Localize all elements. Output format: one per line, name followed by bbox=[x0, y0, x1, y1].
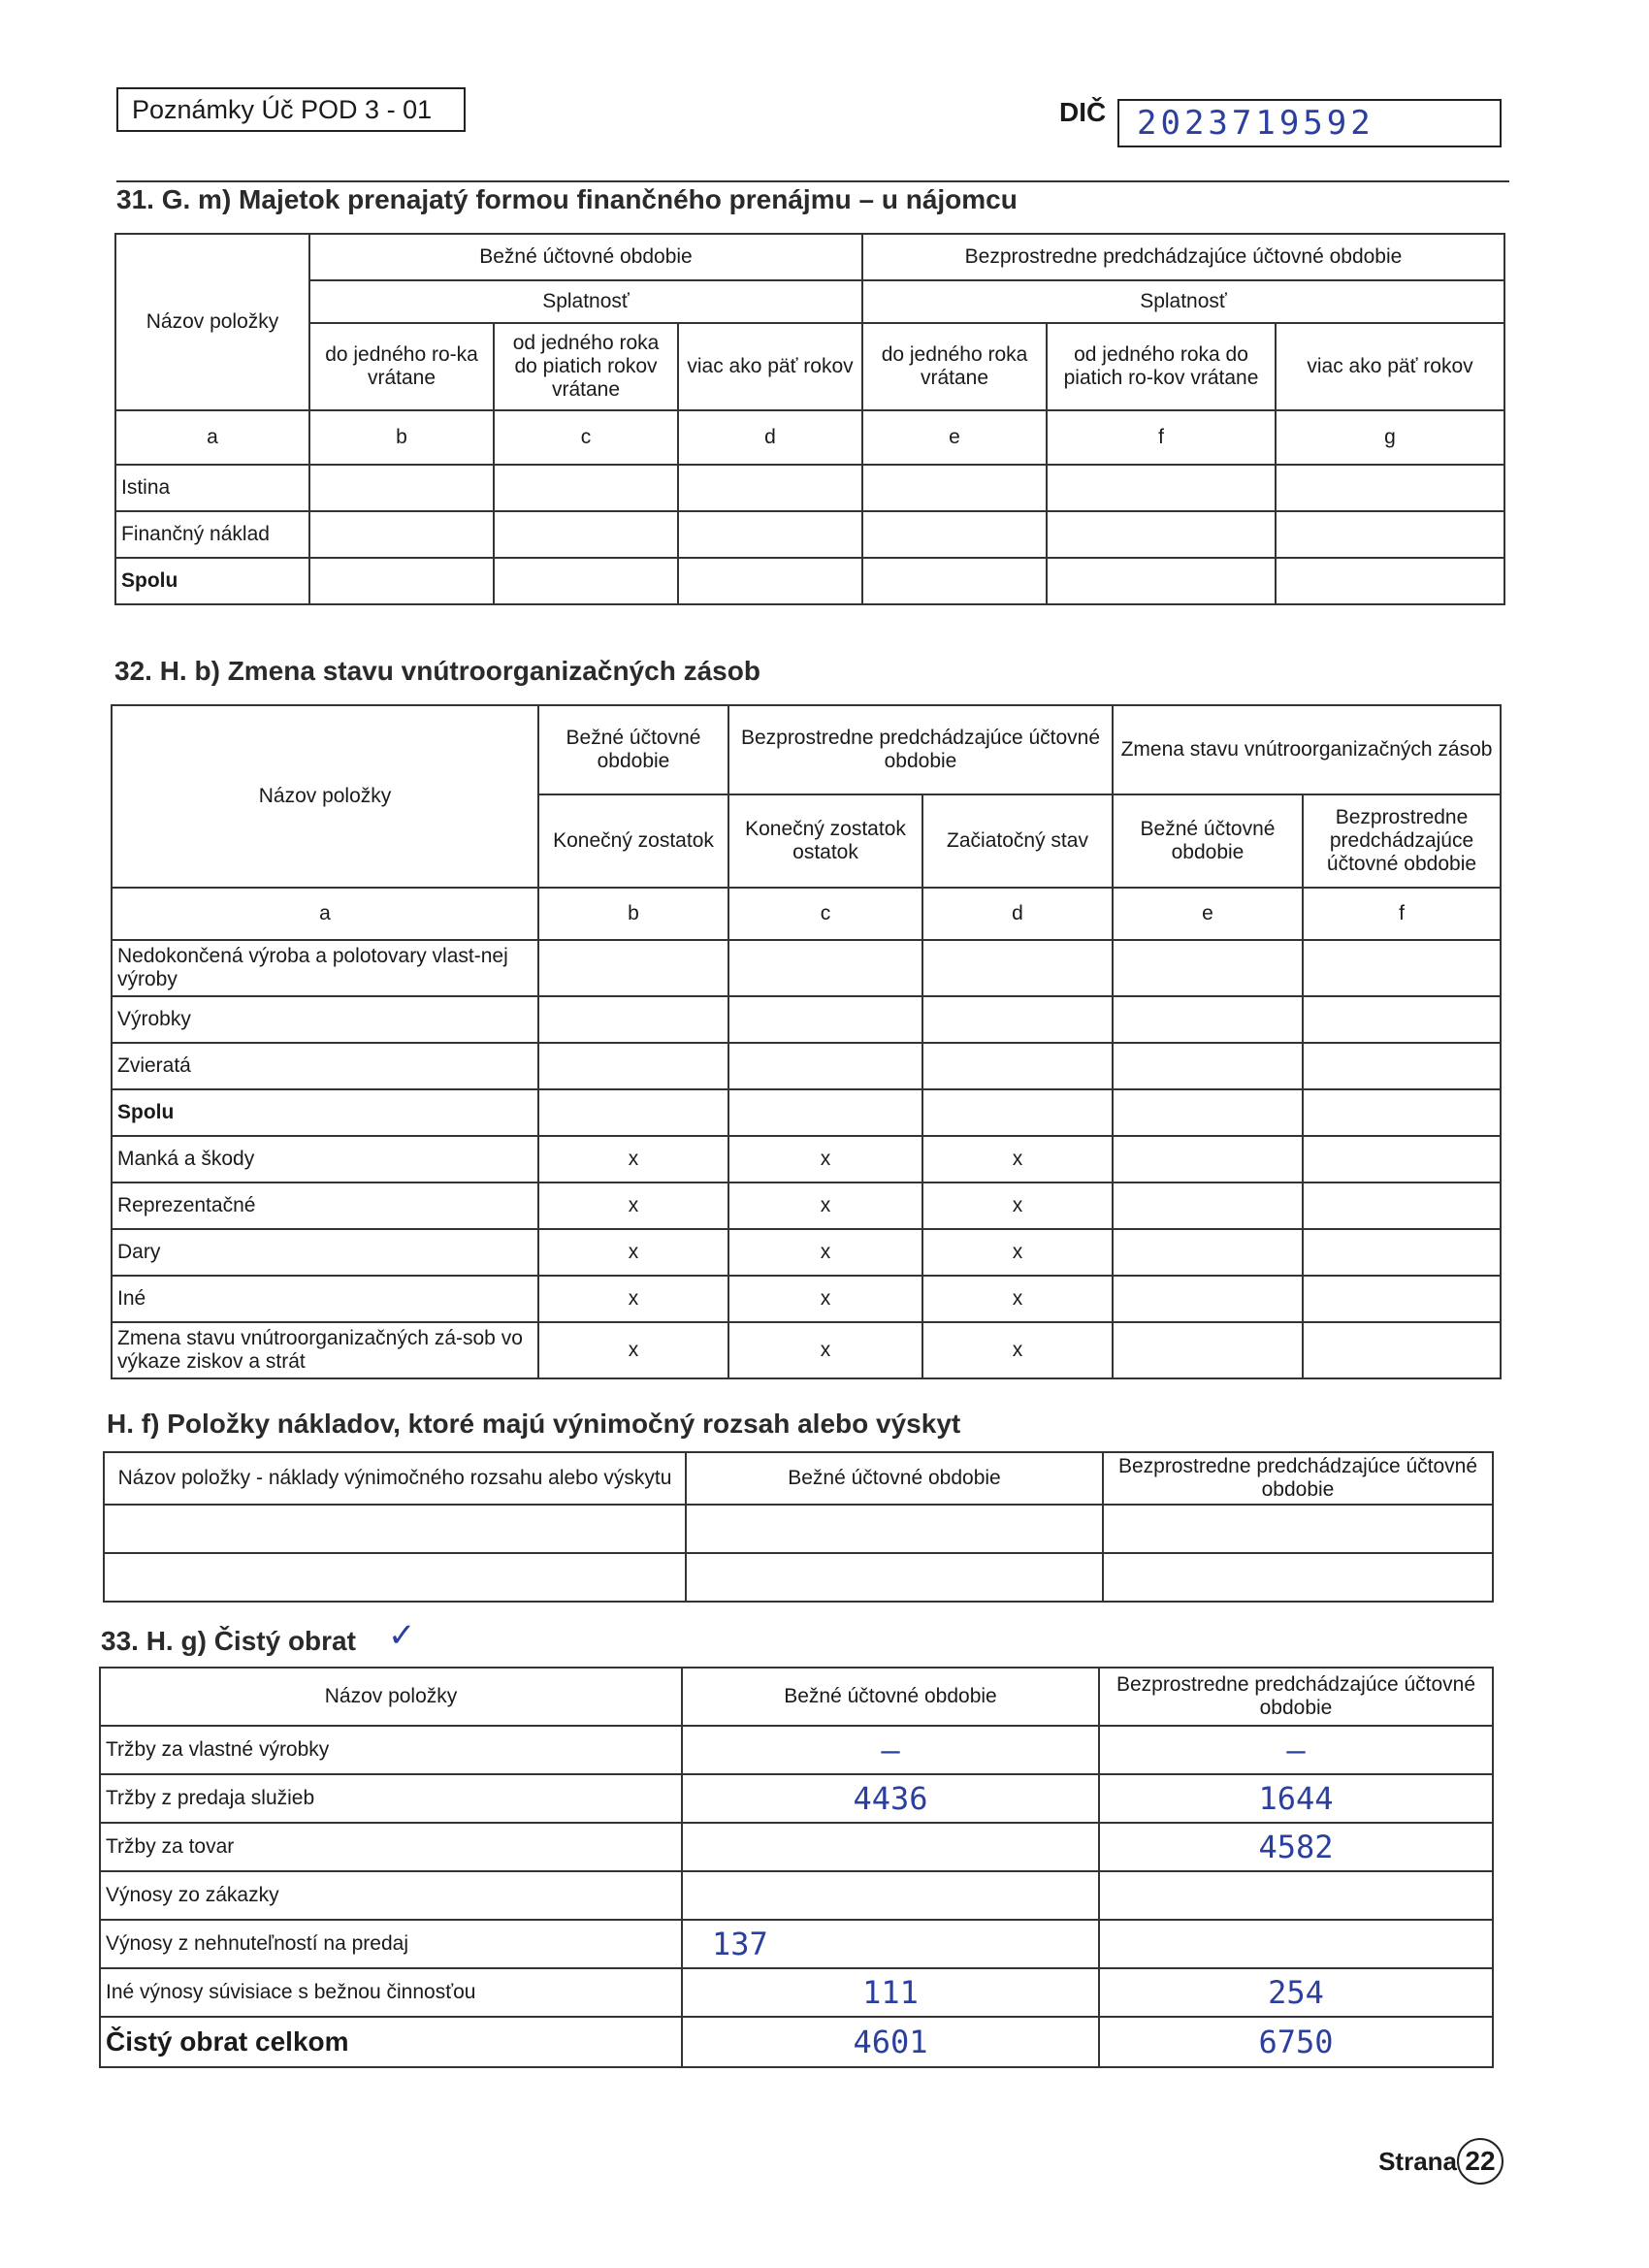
s32-row-label: Výrobky bbox=[112, 996, 538, 1043]
table-row bbox=[115, 558, 1504, 604]
s33-current: Bežné účtovné obdobie bbox=[682, 1668, 1099, 1726]
table-row bbox=[104, 1505, 1493, 1553]
s33-col-name: Názov položky bbox=[100, 1668, 682, 1726]
s33-value-current[interactable] bbox=[682, 1823, 1099, 1871]
cell[interactable] bbox=[538, 1089, 728, 1136]
form-code: Poznámky Úč POD 3 - 01 bbox=[132, 94, 433, 124]
cell[interactable] bbox=[538, 996, 728, 1043]
cell[interactable] bbox=[1303, 1136, 1501, 1183]
cell[interactable] bbox=[686, 1505, 1103, 1553]
dic-value: 2023719592 bbox=[1137, 104, 1374, 143]
s32-letter: a bbox=[112, 888, 538, 940]
cell[interactable] bbox=[1113, 1043, 1303, 1089]
s32-letter: b bbox=[538, 888, 728, 940]
cell[interactable] bbox=[309, 558, 494, 604]
s31-row-label: Finančný náklad bbox=[115, 511, 309, 558]
table-row bbox=[112, 1043, 1501, 1089]
s32-letter: f bbox=[1303, 888, 1501, 940]
cell[interactable] bbox=[1047, 511, 1276, 558]
table-row-total bbox=[100, 2017, 1493, 2067]
s32-closing-current: Konečný zostatok bbox=[538, 794, 728, 888]
s33-previous: Bezprostredne predchádzajúce účtovné obdobie bbox=[1099, 1668, 1493, 1726]
s31-subcol: od jedného roka do piatich rokov vrátane bbox=[494, 323, 678, 410]
s32-change: Zmena stavu vnútroorganizačných zásob bbox=[1113, 705, 1501, 794]
s31-subcol: viac ako päť rokov bbox=[1276, 323, 1504, 410]
cell[interactable] bbox=[1113, 1136, 1303, 1183]
cell: x bbox=[728, 1276, 922, 1322]
cell[interactable] bbox=[1276, 558, 1504, 604]
s32-letter: d bbox=[922, 888, 1113, 940]
cell: x bbox=[728, 1229, 922, 1276]
hf-previous: Bezprostredne predchádzajúce účtovné obdobie bbox=[1103, 1452, 1493, 1505]
section-hf-title: H. f) Položky nákladov, ktoré majú výnimočný rozsah alebo výskyt bbox=[107, 1409, 961, 1439]
s32-letter: c bbox=[728, 888, 922, 940]
cell[interactable] bbox=[494, 465, 678, 511]
s32-previous: Bezprostredne predchádzajúce účtovné obdobie bbox=[728, 705, 1113, 794]
s31-letter: e bbox=[862, 410, 1047, 465]
cell[interactable] bbox=[494, 558, 678, 604]
s33-row-label: Tržby z predaja služieb bbox=[100, 1774, 682, 1823]
cell: x bbox=[538, 1183, 728, 1229]
cell[interactable] bbox=[922, 1043, 1113, 1089]
cell[interactable] bbox=[1113, 1089, 1303, 1136]
table-row bbox=[112, 940, 1501, 996]
cell: x bbox=[922, 1322, 1113, 1378]
cell: x bbox=[538, 1229, 728, 1276]
s32-change-previous: Bezprostredne predchádzajúce účtovné obdobie bbox=[1303, 794, 1501, 888]
s31-subcol: viac ako päť rokov bbox=[678, 323, 862, 410]
cell[interactable] bbox=[922, 1089, 1113, 1136]
s33-value-previous[interactable] bbox=[1099, 1920, 1493, 1968]
cell[interactable] bbox=[1303, 1276, 1501, 1322]
cell[interactable] bbox=[1303, 996, 1501, 1043]
s31-maturity-previous: Splatnosť bbox=[862, 280, 1504, 323]
cell[interactable] bbox=[1113, 1322, 1303, 1378]
table-row bbox=[115, 465, 1504, 511]
cell[interactable] bbox=[1303, 1043, 1501, 1089]
table-row bbox=[112, 1276, 1501, 1322]
cell: x bbox=[922, 1229, 1113, 1276]
cell[interactable] bbox=[862, 511, 1047, 558]
s31-subcol: do jedného roka vrátane bbox=[862, 323, 1047, 410]
dic-field[interactable] bbox=[1117, 99, 1502, 147]
cell[interactable] bbox=[922, 940, 1113, 996]
s31-letter: b bbox=[309, 410, 494, 465]
s33-value-previous[interactable]: 1644 bbox=[1099, 1774, 1493, 1823]
s32-row-label: Iné bbox=[112, 1276, 538, 1322]
section-31-table bbox=[114, 233, 1505, 605]
s32-row-label: Manká a škody bbox=[112, 1136, 538, 1183]
s33-total-previous[interactable]: 6750 bbox=[1099, 2017, 1493, 2067]
cell: x bbox=[538, 1136, 728, 1183]
s32-row-label: Zmena stavu vnútroorganizačných zá-sob vo výkaze ziskov a strát bbox=[112, 1322, 538, 1378]
s33-row-label: Tržby za vlastné výrobky bbox=[100, 1726, 682, 1774]
cell[interactable] bbox=[728, 996, 922, 1043]
table-row bbox=[112, 1229, 1501, 1276]
table-row bbox=[100, 1920, 1493, 1968]
hf-col-name: Názov položky - náklady výnimočného rozsahu alebo výskytu bbox=[104, 1452, 686, 1505]
cell[interactable] bbox=[494, 511, 678, 558]
s33-value-previous[interactable]: – bbox=[1099, 1726, 1493, 1774]
s32-closing-previous: Konečný zostatok ostatok bbox=[728, 794, 922, 888]
s33-value-current[interactable]: 111 bbox=[682, 1968, 1099, 2017]
s32-row-label: Nedokončená výroba a polotovary vlast-nej výroby bbox=[112, 940, 538, 996]
s32-opening: Začiatočný stav bbox=[922, 794, 1113, 888]
cell[interactable] bbox=[538, 940, 728, 996]
page-label: Strana bbox=[1378, 2147, 1457, 2176]
cell[interactable] bbox=[1303, 1089, 1501, 1136]
s31-row-label: Spolu bbox=[115, 558, 309, 604]
cell: x bbox=[728, 1183, 922, 1229]
s33-value-previous[interactable]: 4582 bbox=[1099, 1823, 1493, 1871]
cell[interactable] bbox=[1303, 1229, 1501, 1276]
cell[interactable] bbox=[862, 465, 1047, 511]
s32-row-label: Dary bbox=[112, 1229, 538, 1276]
cell[interactable] bbox=[1276, 465, 1504, 511]
cell: x bbox=[728, 1322, 922, 1378]
table-row bbox=[100, 1774, 1493, 1823]
section-33-title: 33. H. g) Čistý obrat bbox=[101, 1626, 356, 1656]
s33-row-label: Výnosy z nehnuteľností na predaj bbox=[100, 1920, 682, 1968]
cell[interactable] bbox=[1113, 996, 1303, 1043]
cell[interactable] bbox=[862, 558, 1047, 604]
cell[interactable] bbox=[1047, 558, 1276, 604]
s31-letter: g bbox=[1276, 410, 1504, 465]
cell[interactable] bbox=[1303, 940, 1501, 996]
s33-total-current[interactable]: 4601 bbox=[682, 2017, 1099, 2067]
cell[interactable] bbox=[1303, 1183, 1501, 1229]
cell[interactable] bbox=[1113, 940, 1303, 996]
cell: x bbox=[922, 1276, 1113, 1322]
cell[interactable] bbox=[104, 1553, 686, 1602]
s32-row-label: Zvieratá bbox=[112, 1043, 538, 1089]
s33-value-current[interactable]: – bbox=[682, 1726, 1099, 1774]
section-hf-table bbox=[103, 1451, 1494, 1603]
dic-label: DIČ bbox=[1059, 97, 1107, 127]
s32-change-current: Bežné účtovné obdobie bbox=[1113, 794, 1303, 888]
cell[interactable] bbox=[1113, 1183, 1303, 1229]
cell[interactable] bbox=[1103, 1505, 1493, 1553]
cell[interactable] bbox=[728, 1043, 922, 1089]
s31-subcol: od jedného roka do piatich ro-kov vrátane bbox=[1047, 323, 1276, 410]
s33-row-label: Tržby za tovar bbox=[100, 1823, 682, 1871]
s33-row-label: Iné výnosy súvisiace s bežnou činnosťou bbox=[100, 1968, 682, 2017]
section-32-title: 32. H. b) Zmena stavu vnútroorganizačných zásob bbox=[114, 656, 760, 686]
s31-maturity-current: Splatnosť bbox=[309, 280, 862, 323]
s31-previous-period: Bezprostredne predchádzajúce účtovné obdobie bbox=[862, 234, 1504, 280]
section-32-table bbox=[111, 704, 1502, 1379]
table-row bbox=[100, 1968, 1493, 2017]
table-row bbox=[112, 1136, 1501, 1183]
s31-current-period: Bežné účtovné obdobie bbox=[309, 234, 862, 280]
s33-value-previous[interactable]: 254 bbox=[1099, 1968, 1493, 2017]
table-row bbox=[112, 996, 1501, 1043]
s33-value-previous[interactable] bbox=[1099, 1871, 1493, 1920]
page-footer bbox=[1378, 2138, 1504, 2185]
cell[interactable] bbox=[678, 511, 862, 558]
table-row bbox=[115, 511, 1504, 558]
section-33-table bbox=[99, 1667, 1494, 2068]
cell[interactable] bbox=[1103, 1553, 1493, 1602]
cell[interactable] bbox=[678, 558, 862, 604]
cell[interactable] bbox=[1276, 511, 1504, 558]
cell: x bbox=[538, 1276, 728, 1322]
s33-value-current[interactable]: 4436 bbox=[682, 1774, 1099, 1823]
s32-current: Bežné účtovné obdobie bbox=[538, 705, 728, 794]
cell[interactable] bbox=[309, 465, 494, 511]
cell: x bbox=[728, 1136, 922, 1183]
s33-value-current[interactable] bbox=[682, 1871, 1099, 1920]
s32-letter: e bbox=[1113, 888, 1303, 940]
cell[interactable] bbox=[1113, 1276, 1303, 1322]
cell[interactable] bbox=[1303, 1322, 1501, 1378]
cell: x bbox=[922, 1136, 1113, 1183]
cell: x bbox=[922, 1183, 1113, 1229]
cell[interactable] bbox=[538, 1043, 728, 1089]
cell[interactable] bbox=[104, 1505, 686, 1553]
table-row bbox=[100, 1871, 1493, 1920]
s31-letter: f bbox=[1047, 410, 1276, 465]
cell[interactable] bbox=[309, 511, 494, 558]
table-row bbox=[104, 1553, 1493, 1602]
cell[interactable] bbox=[686, 1553, 1103, 1602]
s32-col-name: Názov položky bbox=[112, 705, 538, 888]
form-code-box bbox=[116, 87, 466, 132]
check-mark-icon: ✓ bbox=[388, 1617, 416, 1654]
s32-row-label: Reprezentačné bbox=[112, 1183, 538, 1229]
cell[interactable] bbox=[728, 1089, 922, 1136]
table-row bbox=[112, 1183, 1501, 1229]
cell[interactable] bbox=[1047, 465, 1276, 511]
s33-total-label: Čistý obrat celkom bbox=[100, 2017, 682, 2067]
cell[interactable] bbox=[678, 465, 862, 511]
cell[interactable] bbox=[922, 996, 1113, 1043]
s33-row-label: Výnosy zo zákazky bbox=[100, 1871, 682, 1920]
cell[interactable] bbox=[728, 940, 922, 996]
table-row bbox=[100, 1726, 1493, 1774]
hf-current: Bežné účtovné obdobie bbox=[686, 1452, 1103, 1505]
table-row bbox=[112, 1089, 1501, 1136]
s31-letter: d bbox=[678, 410, 862, 465]
s31-letter: a bbox=[115, 410, 309, 465]
section-31-title: 31. G. m) Majetok prenajatý formou finančného prenájmu – u nájomcu bbox=[116, 184, 1018, 214]
s31-row-label: Istina bbox=[115, 465, 309, 511]
table-row bbox=[112, 1322, 1501, 1378]
s32-row-label: Spolu bbox=[112, 1089, 538, 1136]
s31-col-name: Názov položky bbox=[115, 234, 309, 410]
table-row bbox=[100, 1823, 1493, 1871]
page-number: 22 bbox=[1457, 2138, 1504, 2185]
cell[interactable] bbox=[1113, 1229, 1303, 1276]
header-divider bbox=[116, 180, 1509, 182]
s31-letter: c bbox=[494, 410, 678, 465]
cell: x bbox=[538, 1322, 728, 1378]
s33-value-current[interactable]: 137 bbox=[682, 1920, 1099, 1968]
s31-subcol: do jedného ro-ka vrátane bbox=[309, 323, 494, 410]
